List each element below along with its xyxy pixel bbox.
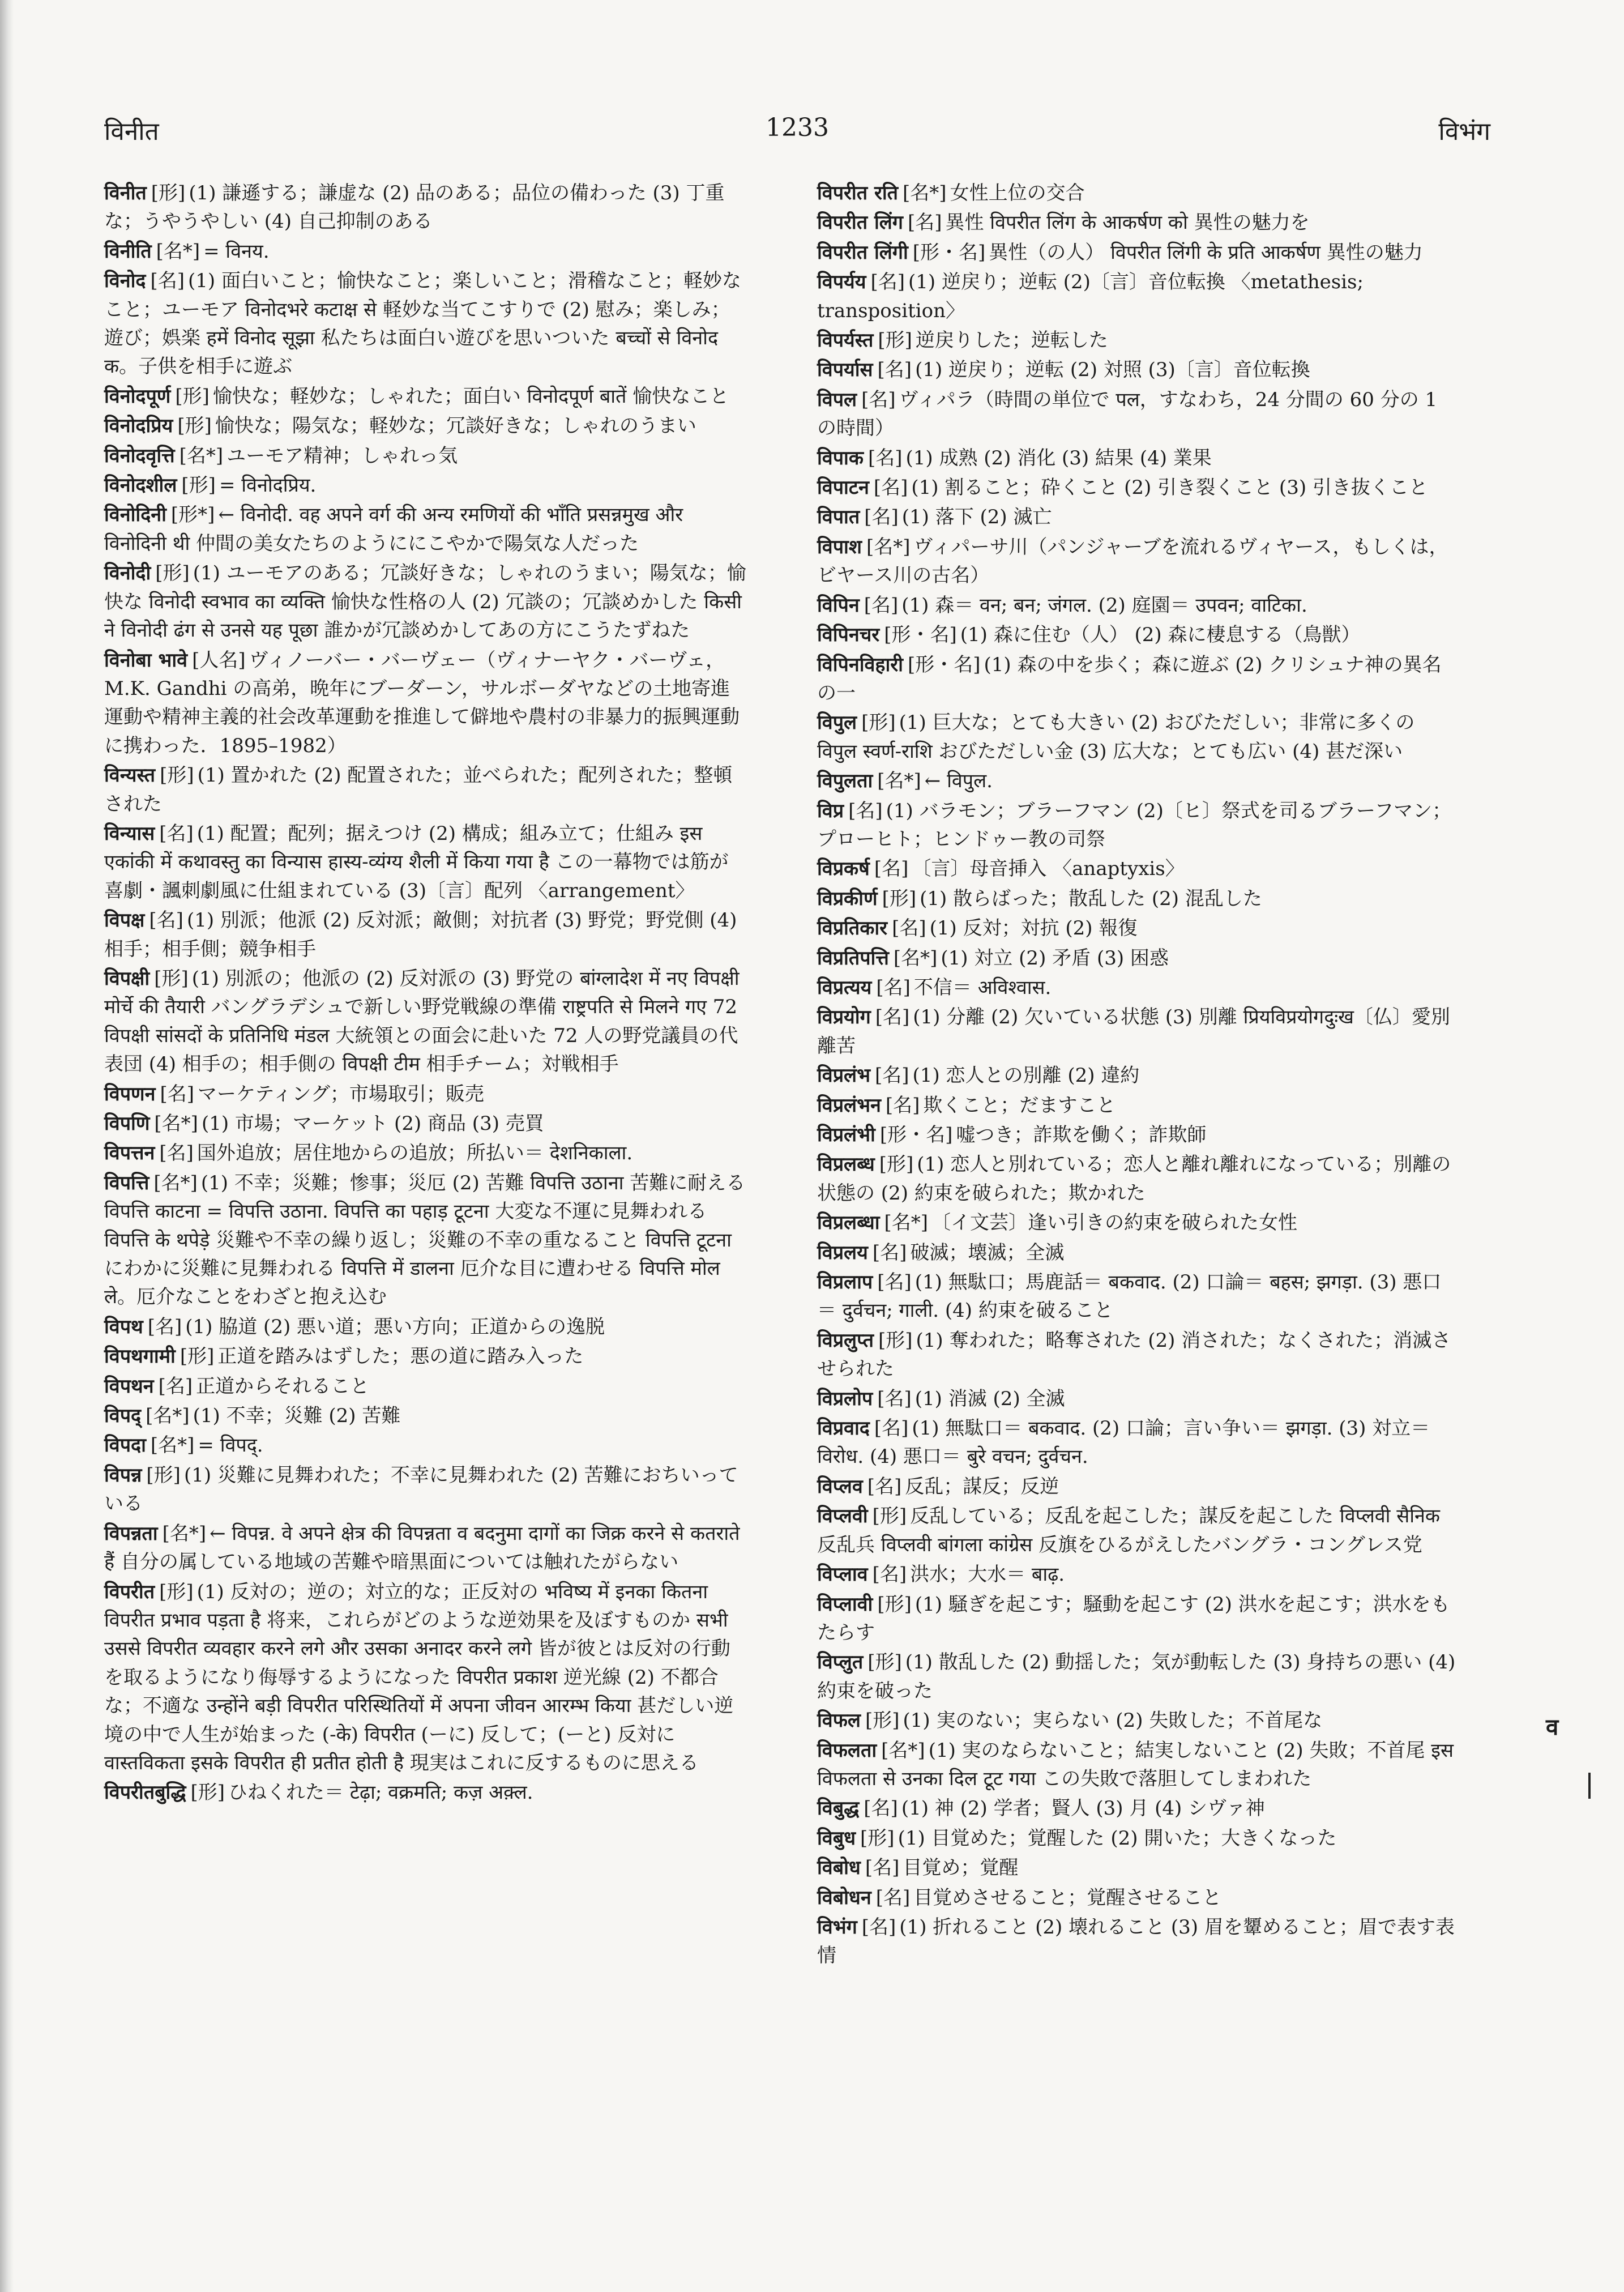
entry-part-of-speech: [形]	[175, 385, 210, 408]
entry-part-of-speech: [名]	[867, 446, 903, 470]
dictionary-entry	[817, 1150, 1460, 1207]
entry-part-of-speech: [名]	[877, 1271, 912, 1294]
entry-definition: 目覚め；覚醒	[903, 1856, 1019, 1880]
entry-definition: (1) 無駄口＝ बकवाद. (2) 口論；言い争い＝ झगड़ा. (3) 対立＝ विरोध. (4) 悪口＝ बुरे वचन; दुर्वचन.	[817, 1417, 1430, 1469]
entry-part-of-speech: [名]	[861, 388, 896, 411]
dictionary-entry	[104, 646, 747, 761]
dictionary-entry	[817, 1824, 1460, 1853]
dictionary-entry	[817, 651, 1460, 708]
entry-headword: विपन्नता	[104, 1522, 158, 1545]
entry-part-of-speech: [名]	[877, 1387, 912, 1410]
dictionary-entry	[817, 503, 1460, 531]
entry-headword: विप्रत्यय	[817, 976, 872, 999]
entry-definition: 反乱；謀反；反逆	[905, 1475, 1059, 1498]
entry-part-of-speech: [名]	[877, 358, 912, 382]
entry-headword: विपत्ति	[104, 1171, 149, 1194]
entry-definition: 国外追放；居住地からの追放；所払い＝ देशनिकाला.	[196, 1142, 633, 1165]
dictionary-entry	[817, 1239, 1460, 1267]
entry-definition: (1) 神 (2) 学者；賢人 (3) 月 (4) シヴァ神	[901, 1797, 1265, 1820]
entry-part-of-speech: [形]	[867, 1651, 902, 1674]
entry-headword: विनोदिनी	[104, 503, 166, 527]
entry-definition: = विपद्.	[198, 1434, 263, 1457]
entry-part-of-speech: [人名]	[192, 648, 246, 672]
entry-headword: विपणि	[104, 1112, 150, 1135]
entry-part-of-speech: [名]	[864, 1797, 898, 1820]
entry-part-of-speech: [名]	[848, 799, 883, 822]
dictionary-entry	[817, 708, 1460, 766]
entry-definition: ← विनोदी. वह अपने वर्ग की अन्य रमणियों की भाँति प्रसन्नमुख और विनोदिनी थी 仲間の美女たちのようににこやかで陽気な人だった	[104, 503, 683, 555]
entry-definition: (1) 折れること (2) 壊れること (3) 眉を顰めること；眉で表す表情	[817, 1915, 1455, 1967]
entry-headword: विपत्तन	[104, 1142, 155, 1165]
entry-definition: (1) 災難に見舞われた；不幸に見舞われた (2) 苦難におちいっている	[104, 1463, 738, 1516]
entry-part-of-speech: [形]	[860, 1826, 895, 1850]
entry-definition: (1) 巨大な；とても大きい (2) おびただしい；非常に多くの विपुल स्वर्ण-राशि おびただしい金 (3) 広大な；とても広い (4) 甚だ深い	[817, 711, 1415, 763]
entry-part-of-speech: [形]	[159, 1580, 194, 1603]
dictionary-entry	[104, 1139, 747, 1167]
page-header	[104, 113, 1490, 153]
dictionary-entry	[817, 268, 1460, 325]
dictionary-entry	[817, 1414, 1460, 1471]
entry-headword: विप्रलब्धा	[817, 1211, 880, 1235]
dictionary-entry	[817, 914, 1460, 942]
entry-definition: (1) 逆戻り；逆転 (2) 対照 (3)〔言〕音位転換	[915, 358, 1310, 382]
entry-definition: (1) 奪われた；略奪された (2) 消された；なくされた；消滅させられた	[817, 1329, 1451, 1381]
entry-part-of-speech: [形]	[878, 329, 912, 352]
entry-part-of-speech: [名*]	[162, 1522, 207, 1545]
entry-part-of-speech: [形]	[180, 1345, 215, 1368]
entry-headword: विभंग	[817, 1915, 857, 1939]
entry-part-of-speech: [名]	[867, 1475, 902, 1498]
entry-part-of-speech: [形]	[177, 415, 212, 438]
dictionary-entry	[104, 1313, 747, 1341]
entry-headword: विनोद	[104, 270, 146, 293]
entry-definition: (1) 目覚めた；覚醒した (2) 開いた；大きくなった	[898, 1826, 1337, 1850]
left-column	[104, 179, 747, 1808]
entry-part-of-speech: [名]	[864, 594, 899, 617]
entry-headword: विप्रकीर्ण	[817, 887, 878, 910]
entry-definition: (1) 市場；マーケット (2) 商品 (3) 売買	[201, 1112, 544, 1135]
entry-headword: विपदा	[104, 1434, 146, 1457]
entry-part-of-speech: [形]	[160, 764, 194, 787]
entry-definition: 嘘つき；詐欺を働く；詐欺師	[956, 1124, 1207, 1146]
dictionary-entry	[104, 1578, 747, 1778]
entry-definition: (1) バラモン；ブラーフマン (2)〔ヒ〕祭式を司るブラーフマン；プローヒト；ヒンドゥー教の司祭	[817, 799, 1452, 851]
entry-headword: विप्लव	[817, 1475, 863, 1498]
right-column	[817, 179, 1460, 1971]
entry-part-of-speech: [形]	[879, 1153, 914, 1176]
entry-definition: (1) 逆戻り；逆転 (2)〔言〕音位転換 〈metathesis; transposition〉	[817, 271, 1364, 322]
entry-headword: विपर्यास	[817, 358, 873, 382]
entry-definition: (1) 散らばった；散乱した (2) 混乱した	[920, 887, 1262, 910]
dictionary-entry	[817, 1854, 1460, 1882]
entry-definition: (1) 反対；対抗 (2) 報復	[929, 917, 1138, 940]
entry-definition: (1) 謙遜する；謙虚な (2) 品のある；品位の備わった (3) 丁重な；うやうやしい (4) 自己抑制のある	[104, 182, 725, 233]
entry-definition: ユーモア精神；しゃれっ気	[226, 444, 458, 467]
entry-definition: (1) 反対の；逆の；対立的な；正反対の भविष्य में इनका कितना विपरीत प्रभाव पड़ता है 将来，これらがどのような逆効果を及ぼすものか सभी उससे विपरीत व्यवहार करने लगे और उसका अनादर करने लगे 皆が彼とは反対の行動を取るようになり侮辱するようになった विपरीत प्रकाश 逆光線 (2) 不都合な；不適な उन्होंने बड़ी विपरीत परिस्थितियों में अपना जीवन आरम्भ किया 甚だしい逆境の中で人生が始まった (-के) विपरीत (ーに) 反して；(ーと) 反対に वास्तविकता इसके विपरीत ही प्रतीत होती है 現実はこれに反するものに思える	[104, 1580, 734, 1774]
entry-headword: विप्लावी	[817, 1593, 873, 1616]
entry-headword: विपुलता	[817, 770, 873, 793]
entry-headword: विपिनचर	[817, 624, 880, 647]
entry-headword: विप्रलय	[817, 1241, 868, 1264]
entry-part-of-speech: [形*]	[170, 503, 215, 527]
entry-headword: विपद्	[104, 1405, 142, 1428]
dictionary-entry	[817, 1385, 1460, 1413]
dictionary-entry	[817, 1003, 1460, 1060]
entry-headword: विपक्ष	[104, 909, 145, 932]
entry-part-of-speech: [形]	[190, 1781, 225, 1804]
entry-headword: विप्रलंभन	[817, 1094, 881, 1117]
entry-definition: ヴィパーサ川（パンジャーブを流れるヴィヤース，もしくは，ビヤース川の古名）	[817, 535, 1448, 587]
dictionary-entry	[817, 1884, 1460, 1912]
entry-definition: = विनय.	[203, 240, 270, 263]
dictionary-entry	[817, 326, 1460, 355]
entry-definition: (1) 恋人との別離 (2) 違約	[912, 1064, 1140, 1087]
dictionary-entry	[817, 533, 1460, 590]
entry-part-of-speech: [名*]	[881, 1739, 925, 1762]
dictionary-entry	[817, 179, 1460, 207]
entry-headword: विबोधन	[817, 1886, 871, 1909]
entry-headword: विपिन	[817, 594, 860, 617]
entry-definition: ← विपन्न. वे अपने क्षेत्र की विपन्नता व बदनुमा दागों का जिक्र करने से कतराते हैं 自分の属している地域の苦難や暗黒面については触れたがらない	[104, 1522, 740, 1574]
dictionary-entry	[817, 974, 1460, 1002]
thumb-index-mark	[1588, 1773, 1591, 1799]
entry-headword: विपरीतबुद्धि	[104, 1781, 186, 1804]
dictionary-entry	[817, 1560, 1460, 1589]
entry-definition: ひねくれた＝ टेढ़ा; वक्रमति; कज़ अक़्ल.	[228, 1781, 533, 1804]
entry-definition: 破滅；壊滅；全滅	[910, 1241, 1065, 1264]
entry-definition: (1) 面白いこと；愉快なこと；楽しいこと；滑稽なこと；軽妙なこと；ユーモア विनोदभरे कटाक्ष से 軽妙な当てこすりで (2) 慰み；楽しみ；遊び；娯楽 हमें विनोद सूझा 私たちは面白い遊びを思いついた बच्चों से विनोद क。子供を相手に遊ぶ	[104, 270, 741, 378]
entry-headword: विप्रकर्ष	[817, 857, 870, 881]
entry-headword: विनीत	[104, 182, 147, 204]
entry-part-of-speech: [形・名]	[907, 653, 981, 676]
entry-headword: विनोदी	[104, 562, 151, 585]
entry-part-of-speech: [名]	[876, 976, 911, 999]
entry-definition: (1) 置かれた (2) 配置された；並べられた；配列された；整頓された	[104, 764, 733, 816]
dictionary-entry	[817, 591, 1460, 620]
entry-part-of-speech: [名]	[875, 1886, 911, 1909]
entry-part-of-speech: [名]	[159, 822, 194, 845]
entry-definition: 逆戻りした；逆転した	[915, 329, 1108, 352]
dictionary-entry	[104, 559, 747, 645]
entry-headword: विपात	[817, 506, 860, 529]
dictionary-entry	[817, 1502, 1460, 1559]
entry-definition: ヴィパラ（時間の単位で पल，すなわち，24 分間の 60 分の 1 の時間）	[817, 388, 1438, 440]
entry-headword: विबुध	[817, 1826, 856, 1850]
dictionary-entry	[817, 1121, 1460, 1149]
dictionary-entry	[104, 1372, 747, 1401]
entry-headword: विप्रलोप	[817, 1387, 873, 1410]
dictionary-entry	[104, 906, 747, 963]
entry-definition: 異性（の人） विपरीत लिंगी के प्रति आकर्षण 異性の魅力	[989, 241, 1423, 264]
entry-headword: विप्रलंभी	[817, 1124, 875, 1146]
entry-headword: विपुल	[817, 711, 857, 735]
entry-part-of-speech: [名]	[872, 1563, 907, 1586]
entry-definition: = विनोदप्रिय.	[219, 474, 317, 497]
entry-headword: विप्रलाप	[817, 1271, 873, 1294]
entry-definition: マーケティング；市場取引；販売	[198, 1082, 484, 1106]
entry-definition: (1) 森＝ वन; बन; जंगल. (2) 庭園＝ उपवन; वाटिका.	[901, 594, 1307, 617]
entry-definition: ← विपुल.	[924, 770, 993, 793]
dictionary-entry	[104, 761, 747, 818]
entry-headword: विपाटन	[817, 476, 869, 500]
entry-headword: विपाश	[817, 535, 862, 558]
entry-definition: 〔言〕母音挿入 〈anaptyxis〉	[912, 857, 1185, 881]
entry-definition: (1) 散乱した (2) 動揺した；気が動転した (3) 身持ちの悪い (4) 約束を破った	[817, 1651, 1456, 1702]
entry-part-of-speech: [形]	[878, 1329, 913, 1352]
entry-definition: (1) 別派の；他派の (2) 反対派の (3) 野党の बांग्लादेश में नए विपक्षी मोर्चे की तैयारी バングラデシュで新しい野党戦線の準備 राष्ट्रपति से मिलने गए 72 विपक्षी सांसदों के प्रतिनिधि मंडल 大統領との面会に赴いた 72 人の野党議員の代表団 (4) 相手の；相手側の विपक्षी टीम 相手チーム；対戦相手	[104, 967, 740, 1076]
entry-part-of-speech: [名]	[158, 1375, 193, 1398]
page-number: 1233	[766, 113, 829, 142]
entry-part-of-speech: [名*]	[156, 240, 200, 263]
entry-part-of-speech: [名*]	[877, 770, 921, 793]
page-gutter-shadow	[0, 0, 14, 2292]
entry-part-of-speech: [形]	[882, 887, 917, 910]
entry-part-of-speech: [形・名]	[879, 1124, 953, 1146]
dictionary-entry	[817, 944, 1460, 972]
entry-definition: 洪水；大水＝ बाढ़.	[910, 1563, 1065, 1586]
entry-definition: 女性上位の交合	[950, 182, 1085, 204]
entry-headword: विपन्न	[104, 1463, 142, 1487]
dictionary-entry	[104, 1402, 747, 1430]
entry-headword: विफल	[817, 1709, 861, 1732]
dictionary-entry	[817, 855, 1460, 883]
dictionary-entry	[817, 621, 1460, 649]
entry-part-of-speech: [形]	[146, 1463, 181, 1487]
entry-headword: विपर्यस्त	[817, 329, 874, 352]
entry-part-of-speech: [形]	[872, 1505, 907, 1528]
entry-definition: (1) 脇道 (2) 悪い道；悪い方向；正道からの逸脱	[185, 1315, 605, 1338]
entry-part-of-speech: [名]	[865, 1856, 900, 1880]
entry-part-of-speech: [名]	[870, 271, 905, 294]
entry-headword: विप्र	[817, 799, 844, 822]
entry-headword: विप्लाव	[817, 1563, 868, 1586]
dictionary-entry	[817, 1736, 1460, 1794]
entry-definition: (1) 不幸；災難；惨事；災厄 (2) 苦難 विपत्ति उठाना 苦難に耐える विपत्ति काटना = विपत्ति उठाना. विपत्ति का पहाड़ टूटना 大変な不運に見舞われる विपत्ति के थपेड़े 災難や不幸の繰り返し；災難の不幸の重なること विपत्ति टूटना にわかに災難に見舞われる विपत्ति में डालना 厄介な目に遭わせる विपत्ति मोल ले。厄介なことをわざと抱え込む	[104, 1171, 746, 1309]
entry-part-of-speech: [名]	[874, 1417, 909, 1440]
dictionary-entry	[104, 412, 747, 440]
thumb-index-tab: व	[1546, 1714, 1559, 1740]
entry-headword: विपर्यय	[817, 271, 866, 294]
dictionary-entry	[104, 1109, 747, 1138]
dictionary-entry	[817, 1648, 1460, 1705]
entry-headword: विपरीत रति	[817, 182, 899, 204]
entry-definition: (1) 無駄口；馬鹿話＝ बकवाद. (2) 口論＝ बहस; झगड़ा. (3) 悪口＝ दुर्वचन; गाली. (4) 約束を破ること	[817, 1271, 1442, 1322]
entry-part-of-speech: [名]	[885, 1094, 920, 1117]
entry-headword: विनोदवृत्ति	[104, 444, 175, 467]
entry-definition: (1) 消滅 (2) 全滅	[914, 1387, 1065, 1410]
entry-headword: विपरीत लिंग	[817, 211, 903, 234]
entry-part-of-speech: [名]	[874, 857, 909, 881]
entry-definition: (1) 実のない；実らない (2) 失敗した；不首尾な	[903, 1709, 1323, 1732]
entry-part-of-speech: [形]	[865, 1709, 900, 1732]
entry-part-of-speech: [名]	[873, 476, 908, 500]
entry-headword: विपल	[817, 388, 857, 411]
dictionary-entry	[817, 473, 1460, 502]
entry-part-of-speech: [形]	[155, 562, 190, 585]
entry-definition: (1) 森に住む（人） (2) 森に棲息する（鳥獣）	[960, 624, 1361, 647]
entry-definition: (1) 割ること；砕くこと (2) 引き裂くこと (3) 引き抜くこと	[911, 476, 1428, 500]
entry-part-of-speech: [形]	[861, 711, 896, 735]
entry-headword: विनोदपूर्ण	[104, 385, 171, 408]
dictionary-entry	[817, 1091, 1460, 1120]
entry-headword: विनोदप्रिय	[104, 415, 173, 438]
entry-definition: 不信＝ अविश्वास.	[913, 976, 1052, 999]
entry-part-of-speech: [形]	[877, 1593, 912, 1616]
entry-part-of-speech: [名]	[149, 909, 183, 932]
entry-part-of-speech: [形・名]	[884, 624, 957, 647]
entry-definition: 欺くこと；だますこと	[923, 1094, 1116, 1117]
entry-headword: विप्रवाद	[817, 1417, 870, 1440]
entry-headword: विन्यस्त	[104, 764, 156, 787]
entry-definition: 〔イ文芸〕逢い引きの約束を破られた女性	[931, 1211, 1298, 1235]
entry-definition: (1) 恋人と別れている；恋人と離れ離れになっている；別離の状態の (2) 約束を破られた；欺かれた	[817, 1153, 1451, 1205]
entry-headword: विपरीत	[104, 1580, 155, 1603]
entry-headword: विप्लवी	[817, 1505, 868, 1528]
dictionary-entry	[104, 471, 747, 500]
entry-definition: 反乱している；反乱を起こした；謀反を起こした विप्लवी सैनिक 反乱兵 विप्लवी बांगला कांग्रेस 反旗をひるがえしたバングラ・コングレス党	[817, 1505, 1441, 1556]
entry-definition: (1) 騒ぎを起こす；騒動を起こす (2) 洪水を起こす；洪水をもたらす	[817, 1593, 1450, 1644]
entry-headword: विपथन	[104, 1375, 154, 1398]
entry-definition: (1) 森の中を歩く；森に遊ぶ (2) クリシュナ神の異名の一	[817, 653, 1442, 705]
dictionary-entry	[817, 1913, 1460, 1970]
dictionary-entry	[104, 1169, 747, 1312]
entry-part-of-speech: [名*]	[893, 946, 938, 970]
dictionary-entry	[104, 1080, 747, 1108]
dictionary-entry	[104, 1461, 747, 1518]
dictionary-entry	[104, 501, 747, 558]
dictionary-entry	[817, 386, 1460, 443]
dictionary-entry	[817, 208, 1460, 237]
dictionary-entry	[817, 797, 1460, 854]
entry-headword: विप्रतिपत्ति	[817, 946, 889, 970]
entry-headword: विप्रयोग	[817, 1006, 871, 1029]
entry-headword: विबोध	[817, 1856, 861, 1880]
entry-definition: 目覚めさせること；覚醒させること	[913, 1886, 1222, 1909]
dictionary-entry	[104, 820, 747, 905]
dictionary-entry	[817, 1209, 1460, 1237]
header-first-word: विनीत	[104, 117, 159, 146]
entry-headword: विनोबा भावे	[104, 648, 188, 672]
entry-headword: विप्रलंभ	[817, 1064, 871, 1087]
header-last-word: विभंग	[1438, 117, 1490, 146]
entry-definition: (1) 別派；他派 (2) 反対派；敵側；対抗者 (3) 野党；野党側 (4) 相手；相手側；競争相手	[104, 909, 737, 961]
entry-headword: विप्रलुप्त	[817, 1329, 874, 1352]
dictionary-entry	[104, 1778, 747, 1807]
entry-part-of-speech: [名]	[892, 917, 926, 940]
entry-definition: 愉快な；軽妙な；しゃれた；面白い विनोदपूर्ण बातें 愉快なこと	[212, 385, 729, 408]
entry-definition: (1) 不幸；災難 (2) 苦難	[193, 1405, 401, 1428]
dictionary-entry	[817, 1706, 1460, 1735]
entry-definition: 正道からそれること	[196, 1375, 370, 1398]
entry-definition: (1) 配置；配列；据えつけ (2) 構成；組み立て；仕組み इस एकांकी में कथावस्तु का विन्यास हास्य-व्यंग्य शैली में किया गया है この一幕物では筋が喜劇・諷刺劇風に仕組まれている (3)〔言〕配列 〈arrangement〉	[104, 822, 729, 902]
entry-definition: (1) 落下 (2) 滅亡	[901, 506, 1052, 529]
entry-definition: (1) 分離 (2) 欠いている状態 (3) 別離 प्रियविप्रयोगदुःख〔仏〕愛別離苦	[817, 1006, 1450, 1057]
dictionary-entry	[817, 238, 1460, 267]
entry-part-of-speech: [名]	[875, 1006, 910, 1029]
dictionary-entry	[817, 444, 1460, 472]
dictionary-entry	[104, 442, 747, 470]
dictionary-entry	[817, 1472, 1460, 1501]
entry-part-of-speech: [名*]	[179, 444, 224, 467]
dictionary-entry	[817, 356, 1460, 384]
entry-part-of-speech: [名]	[907, 211, 942, 234]
entry-part-of-speech: [形]	[154, 967, 189, 990]
entry-part-of-speech: [名]	[875, 1064, 909, 1087]
entry-headword: विफलता	[817, 1739, 877, 1762]
entry-part-of-speech: [名]	[150, 270, 185, 293]
entry-part-of-speech: [形]	[151, 182, 186, 204]
entry-headword: विबुद्ध	[817, 1797, 860, 1820]
entry-part-of-speech: [名]	[872, 1241, 907, 1264]
entry-definition: 正道を踏みはずした；悪の道に踏み入った	[217, 1345, 584, 1368]
entry-part-of-speech: [名]	[864, 506, 899, 529]
entry-definition: 異性 विपरीत लिंग के आकर्षण को 異性の魅力を	[945, 211, 1310, 234]
dictionary-entry	[817, 1326, 1460, 1384]
dictionary-entry	[817, 1590, 1460, 1647]
dictionary-entry	[104, 964, 747, 1079]
entry-part-of-speech: [名]	[159, 1142, 194, 1165]
entry-part-of-speech: [名*]	[903, 182, 947, 204]
entry-headword: विपक्षी	[104, 967, 150, 990]
dictionary-entry	[104, 382, 747, 411]
entry-part-of-speech: [名]	[160, 1082, 195, 1106]
entry-headword: विनोदशील	[104, 474, 177, 497]
entry-definition: (1) 対立 (2) 矛盾 (3) 困惑	[941, 946, 1169, 970]
entry-part-of-speech: [名*]	[866, 535, 911, 558]
entry-definition: 愉快な；陽気な；軽妙な；冗談好きな；しゃれのうまい	[215, 415, 696, 438]
entry-part-of-speech: [名*]	[153, 1171, 198, 1194]
entry-headword: विपथगामी	[104, 1345, 176, 1368]
entry-part-of-speech: [名]	[147, 1315, 182, 1338]
entry-part-of-speech: [形]	[181, 474, 216, 497]
entry-headword: विन्यास	[104, 822, 155, 845]
dictionary-entry	[104, 237, 747, 266]
entry-headword: विपाक	[817, 446, 864, 470]
dictionary-entry	[817, 767, 1460, 795]
entry-part-of-speech: [名*]	[146, 1405, 190, 1428]
entry-part-of-speech: [名*]	[154, 1112, 198, 1135]
entry-part-of-speech: [名*]	[150, 1434, 195, 1457]
dictionary-entry	[817, 1794, 1460, 1822]
entry-part-of-speech: [名*]	[884, 1211, 929, 1235]
entry-headword: विप्लुत	[817, 1651, 864, 1674]
entry-headword: विनीति	[104, 240, 152, 263]
entry-headword: विपरीत लिंगी	[817, 241, 908, 264]
dictionary-entry	[104, 1342, 747, 1371]
dictionary-entry	[817, 1268, 1460, 1325]
entry-part-of-speech: [名]	[861, 1915, 896, 1939]
entry-headword: विप्रतिकार	[817, 917, 888, 940]
entry-headword: विपिनविहारी	[817, 653, 903, 676]
entry-part-of-speech: [形・名]	[912, 241, 986, 264]
entry-definition: (1) 成熟 (2) 消化 (3) 結果 (4) 業果	[905, 446, 1212, 470]
dictionary-entry	[817, 885, 1460, 913]
entry-definition: (1) 実のならないこと；結実しないこと (2) 失敗；不首尾 इस विफलता से उनका दिल टूट गया この失敗で落胆してしまわれた	[817, 1739, 1454, 1790]
entry-headword: विप्रलब्ध	[817, 1153, 875, 1176]
entry-headword: विपणन	[104, 1082, 156, 1106]
entry-definition: (1) ユーモアのある；冗談好きな；しゃれのうまい；陽気な；愉快な विनोदी स्वभाव का व्यक्ति 愉快な性格の人 (2) 冗談の；冗談めかした किसी ने विनोदी ढंग से उनसे यह पूछा 誰かが冗談めかしてあの方にこうたずねた	[104, 562, 746, 642]
dictionary-entry	[104, 1431, 747, 1459]
dictionary-entry	[104, 179, 747, 236]
dictionary-entry	[104, 267, 747, 381]
entry-headword: विपथ	[104, 1315, 143, 1338]
dictionary-entry	[104, 1520, 747, 1577]
dictionary-entry	[817, 1061, 1460, 1090]
entry-definition: ヴィノーバー・バーヴェー（ヴィナーヤク・バーヴェ，M.K. Gandhi の高弟，晩年にブーダーン，サルボーダヤなどの土地寄進運動や精神主義的社会改革運動を推進して僻地や農村の非暴力的振興運動に携わった．1895–1982）	[104, 648, 740, 757]
